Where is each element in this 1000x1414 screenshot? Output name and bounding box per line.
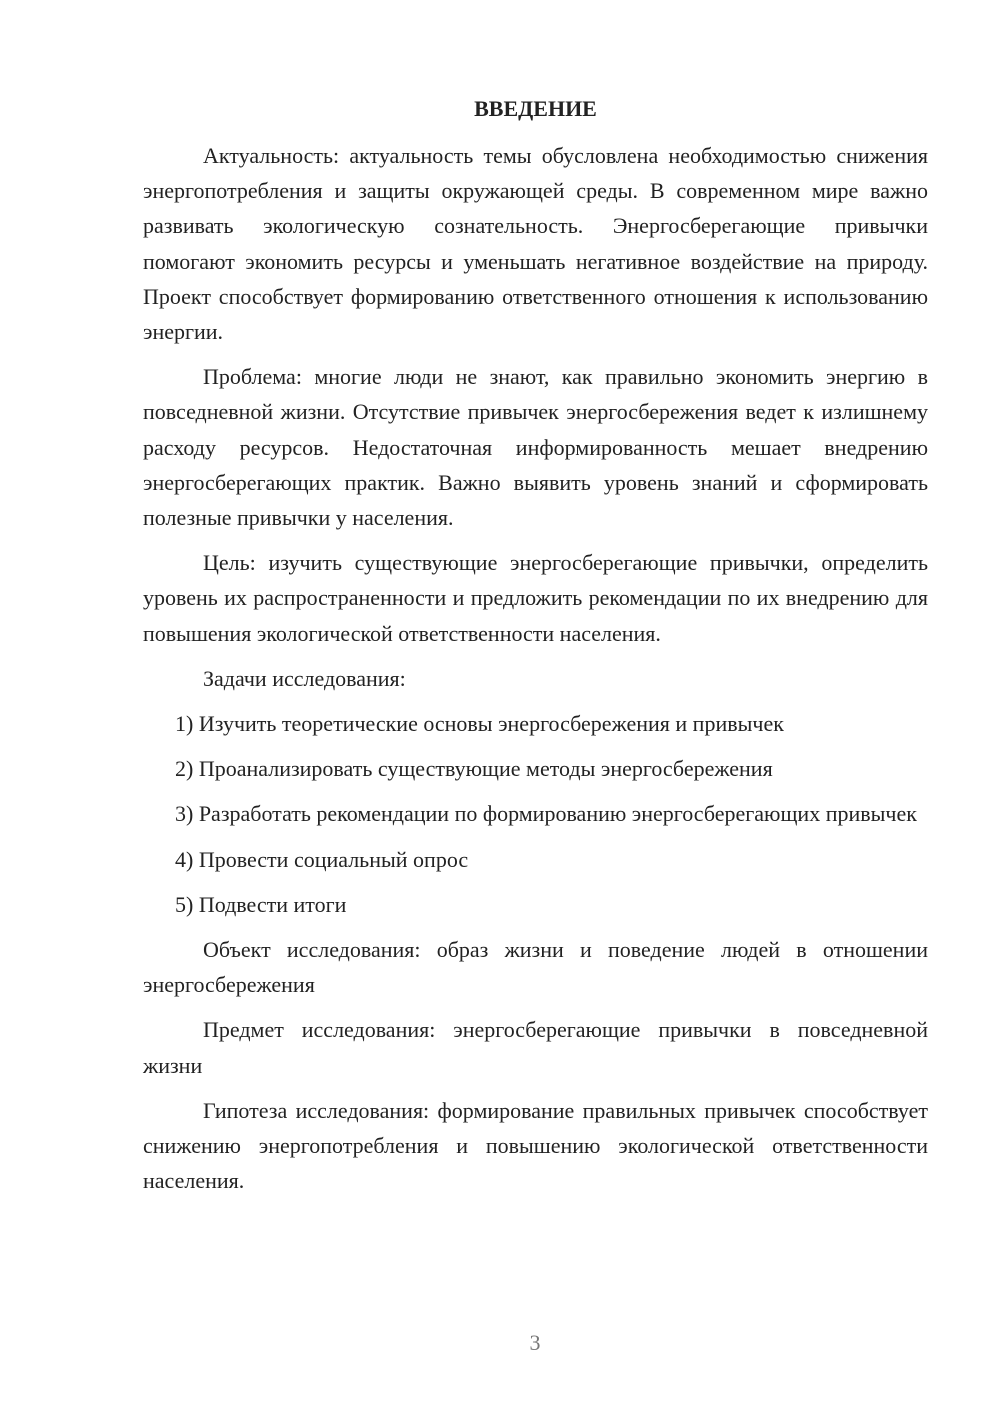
hypothesis-paragraph: Гипотеза исследования: формирование правильных привычек способствует снижению энергопотребления и повышению экологической ответственности населения. — [143, 1097, 928, 1194]
task-item-4: 4) Провести социальный опрос — [175, 846, 469, 872]
tasks-title: Задачи исследования: — [203, 665, 406, 691]
problem-paragraph: Проблема: многие люди не знают, как правильно экономить энергию в повседневной жизни. Отсутствие привычек энергосбережения ведет к излишнему расходу ресурсов. Недостаточная информированность мешает внедрению энергосберегающих практик. Важно выявить уровень знаний и сформировать полезные привычки у населения. — [143, 364, 928, 531]
task-item-1: 1) Изучить теоретические основы энергосбережения и привычек — [175, 711, 784, 737]
relevance-paragraph: Актуальность: актуальность темы обусловлена необходимостью снижения энергопотребления и защиты окружающей среды. В современном мире важно развивать экологическую сознательность. Энергосберегающие привычки помогают экономить ресурсы и уменьшать негативное воздействие на природу. Проект способствует формированию ответственного отношения к использованию энергии. — [143, 143, 928, 345]
page-number: 3 — [529, 1330, 541, 1355]
tasks-list — [143, 706, 928, 922]
task-item-3: 3) Разработать рекомендации по формированию энергосберегающих привычек — [175, 801, 917, 827]
object-paragraph: Объект исследования: образ жизни и поведение людей в отношении энергосбережения — [143, 937, 928, 998]
task-item-2: 2) Проанализировать существующие методы энергосбережения — [175, 756, 773, 782]
task-item-5: 5) Подвести итоги — [175, 891, 347, 917]
subject-paragraph: Предмет исследования: энергосберегающие привычки в повседневной жизни — [143, 1017, 928, 1078]
section-heading: ВВЕДЕНИЕ — [474, 96, 597, 121]
goal-paragraph: Цель: изучить существующие энергосберегающие привычки, определить уровень их распространенности и предложить рекомендации по их внедрению для повышения экологической ответственности населения. — [143, 550, 928, 646]
document-page — [143, 92, 928, 1208]
